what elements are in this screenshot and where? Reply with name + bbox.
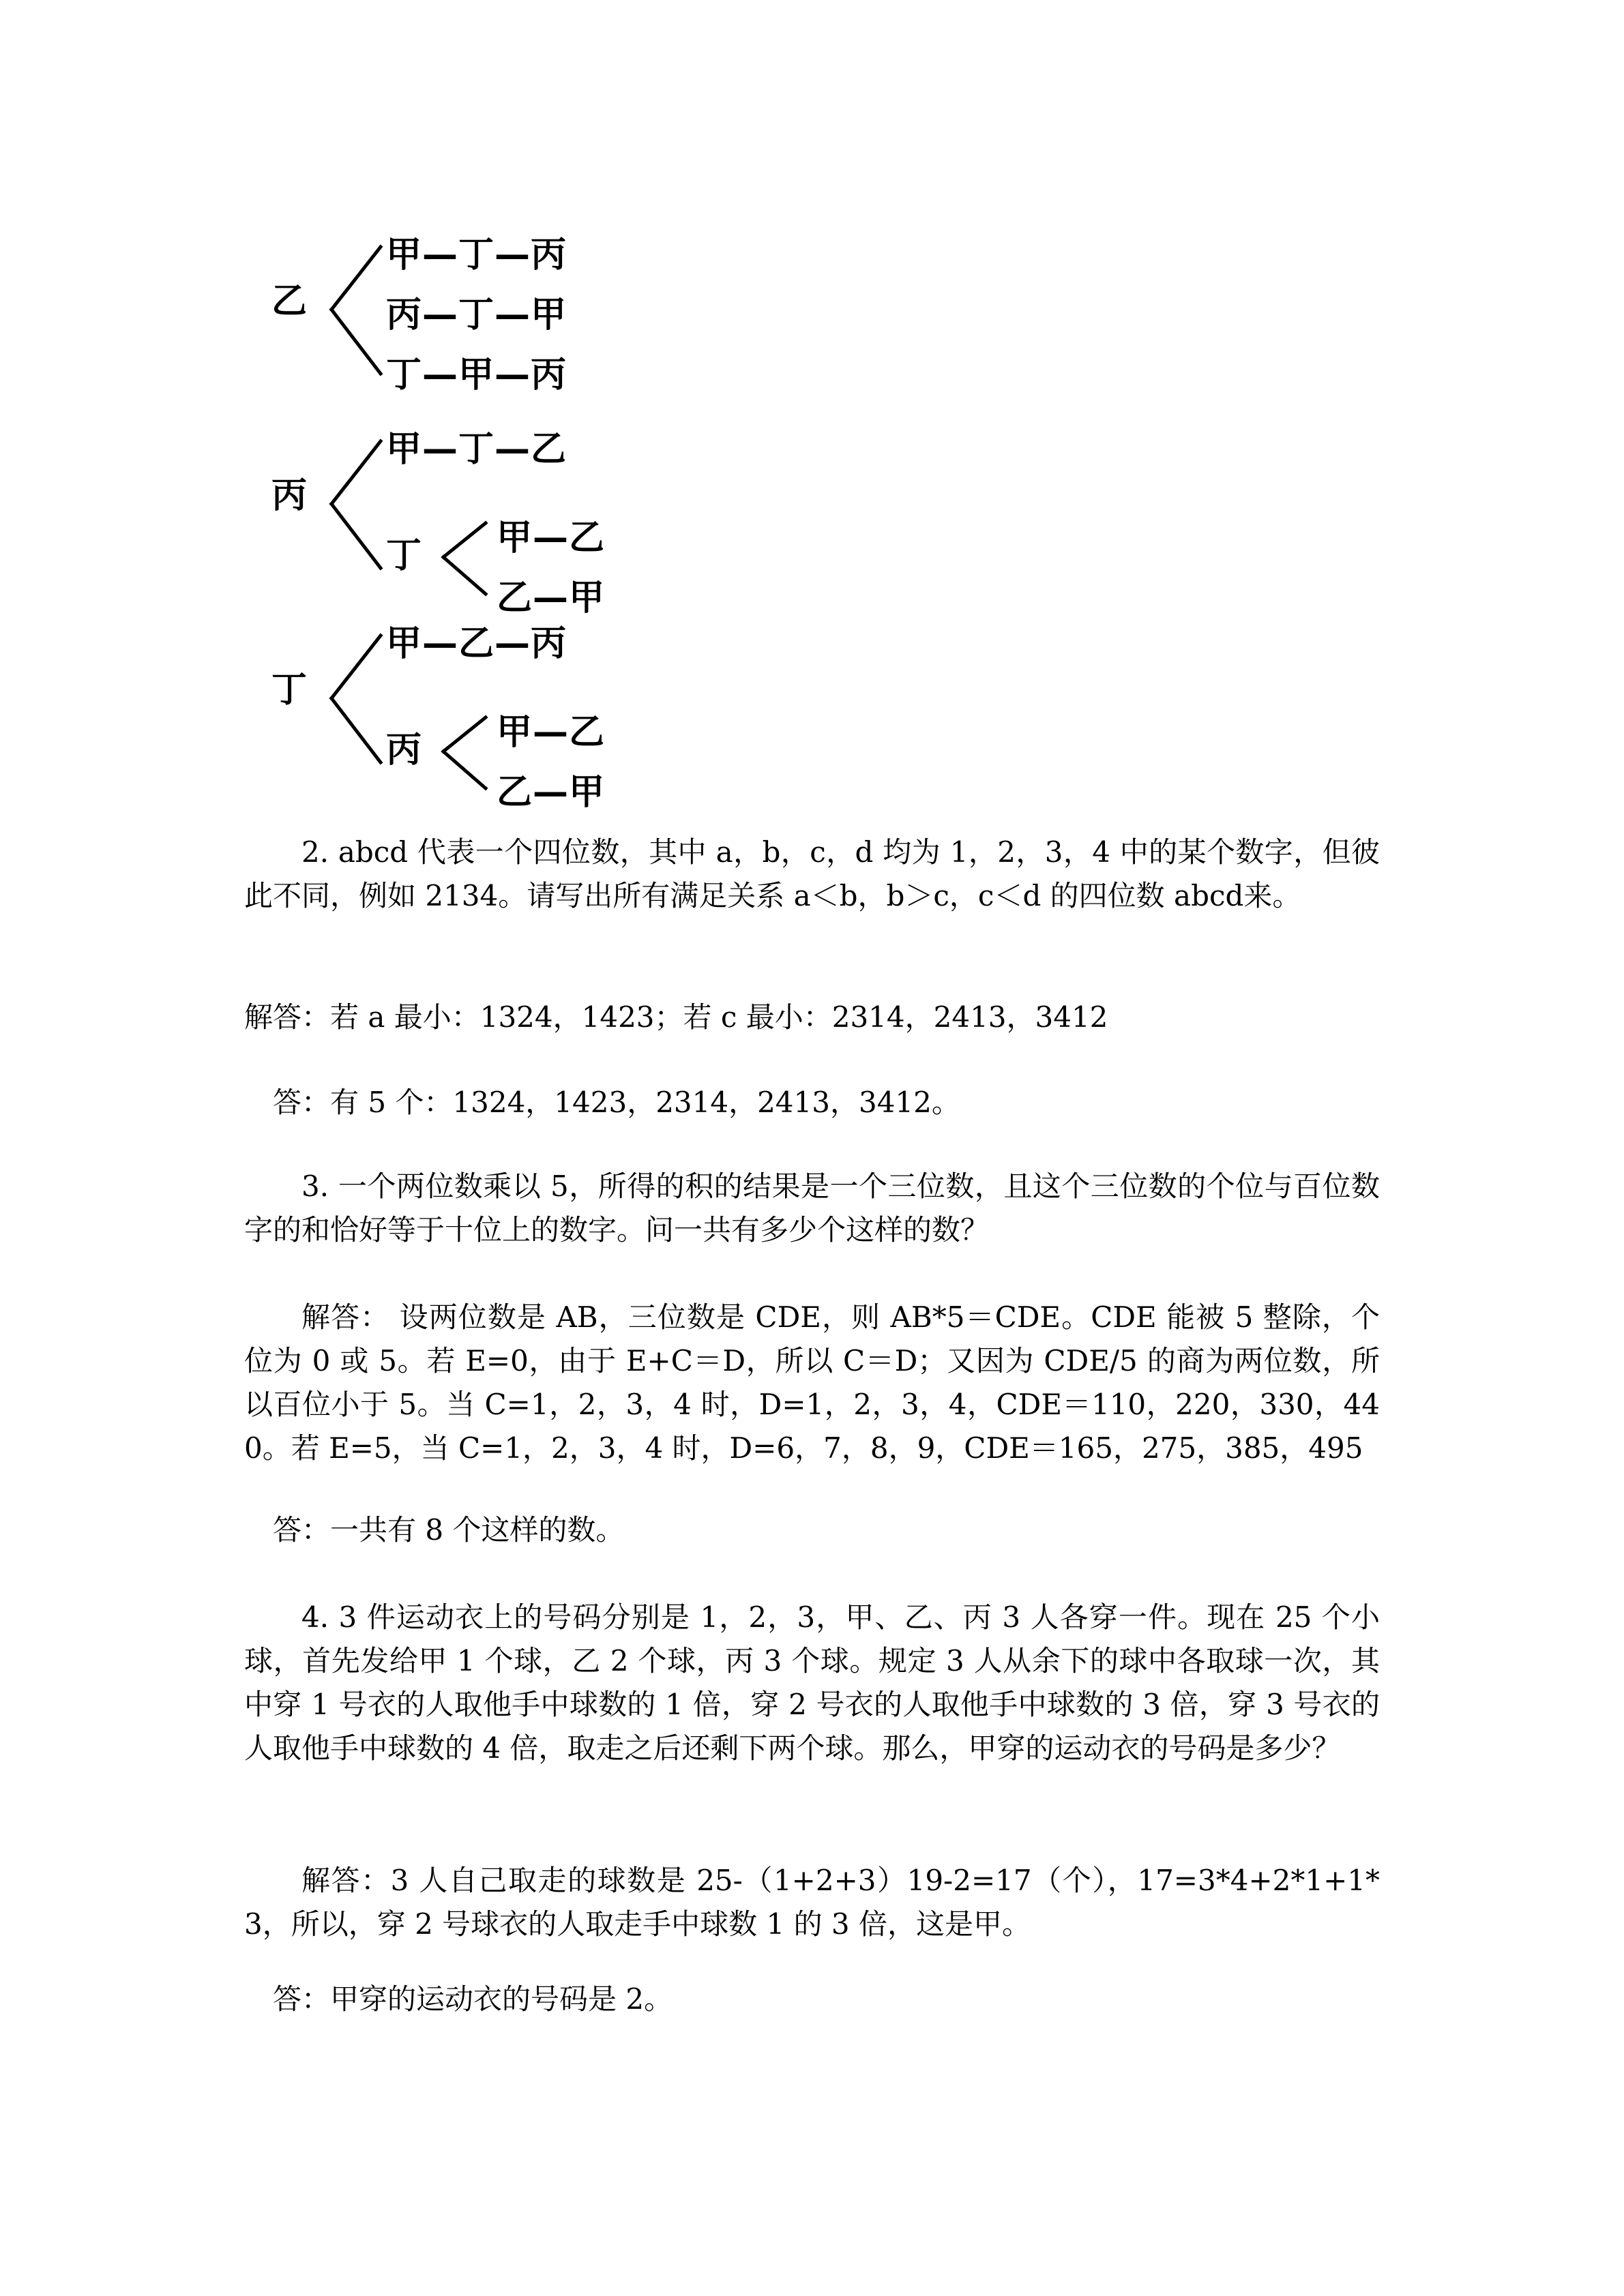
question-3-text: 3. 一个两位数乘以 5，所得的积的结果是一个三位数，且这个三位数的个位与百位数字的和恰好等于十位上的数字。问一共有多少个这样的数？	[244, 1169, 1380, 1247]
tree-dash-icon: —	[533, 578, 569, 618]
tree-subtree-brace-icon	[441, 715, 490, 796]
tree-node: 乙	[497, 772, 533, 813]
tree-node: 丁	[458, 235, 494, 275]
tree-dash-icon: —	[533, 772, 569, 813]
tree-node: 丙	[531, 235, 567, 275]
tree-branch-row	[386, 419, 566, 479]
tree-branch-rows	[386, 225, 566, 405]
tree-group-yi	[271, 225, 954, 416]
tree-dash-icon: —	[494, 623, 531, 664]
tree-brace-icon	[329, 244, 383, 381]
tree-branch-row	[497, 762, 604, 822]
tree-branch-row	[386, 345, 566, 405]
tree-node: 甲	[497, 712, 533, 753]
tree-subtree-root-label: 丁	[386, 535, 422, 576]
tree-branch-row	[497, 702, 604, 762]
tree-dash-icon: —	[494, 355, 531, 396]
answer-3-text: 答：一共有 8 个这样的数。	[273, 1513, 625, 1547]
tree-brace-icon	[329, 438, 383, 575]
solution-2-text: 解答：若 a 最小：1324，1423；若 c 最小：2314，2413，3412	[244, 1000, 1108, 1034]
question-2-text: 2. abcd 代表一个四位数，其中 a，b，c，d 均为 1，2，3，4 中的某个数字，但彼此不同，例如 2134。请写出所有满足关系 a＜b，b＞c，c＜d 的四位数 abcd来。	[244, 835, 1380, 912]
tree-node: 乙	[569, 712, 605, 753]
tree-node: 丙	[386, 295, 422, 336]
tree-dash-icon: —	[494, 429, 531, 470]
tree-node: 乙	[458, 623, 494, 664]
tree-dash-icon: —	[422, 623, 458, 664]
tree-root-label: 丁	[271, 670, 308, 711]
solution-3-text: 解答： 设两位数是 AB，三位数是 CDE，则 AB*5＝CDE。CDE 能被 5 整除，个位为 0 或 5。若 E=0，由于 E+C＝D，所以 C＝D；又因为 CDE/5 的商为两位数，所以百位小于 5。当 C=1，2，3，4 时，D=1，2，3，4，CDE＝110，220，330，440。若 E=5，当 C=1，2，3，4 时，D=6，7，8，9，CDE＝165，275，385，495	[244, 1300, 1380, 1465]
tree-node: 甲	[386, 235, 422, 275]
tree-node: 甲	[386, 623, 422, 664]
tree-node: 甲	[458, 355, 494, 396]
tree-node: 乙	[497, 578, 533, 618]
answer-4-text: 答：甲穿的运动衣的号码是 2。	[273, 1982, 673, 2016]
answer-2-text: 答：有 5 个：1324，1423，2314，2413，3412。	[273, 1086, 960, 1119]
tree-node: 甲	[386, 429, 422, 470]
tree-node: 丙	[531, 355, 567, 396]
tree-node: 丁	[386, 355, 422, 396]
tree-dash-icon: —	[422, 429, 458, 470]
tree-node: 丙	[531, 623, 567, 664]
tree-root-label: 丙	[271, 475, 308, 516]
tree-subtree-brace-icon	[441, 520, 490, 602]
tree-dash-icon: —	[533, 712, 569, 753]
tree-node: 甲	[531, 295, 567, 336]
question-4-text: 4. 3 件运动衣上的号码分别是 1，2，3，甲、乙、丙 3 人各穿一件。现在 25 个小球，首先发给甲 1 个球，乙 2 个球，丙 3 个球。规定 3 人从余下的球中各取球一次，其中穿 1 号衣的人取他手中球数的 1 倍，穿 2 号衣的人取他手中球数的 3 倍，穿 3 号衣的人取他手中球数的 4 倍，取走之后还剩下两个球。那么，甲穿的运动衣的号码是多少？	[244, 1600, 1380, 1765]
tree-subtree-root-label: 丙	[386, 730, 422, 771]
tree-node: 乙	[569, 518, 605, 558]
tree-branch-row	[386, 285, 566, 345]
tree-group-ding	[271, 614, 954, 813]
tree-dash-icon: —	[422, 355, 458, 396]
solution-4-text: 解答：3 人自己取走的球数是 25-（1+2+3）19-2=17（个），17=3*4+2*1+1*3，所以，穿 2 号球衣的人取走手中球数 1 的 3 倍，这是甲。	[244, 1864, 1380, 1941]
tree-group-bing	[271, 419, 954, 618]
tree-dash-icon: —	[422, 295, 458, 336]
tree-dash-icon: —	[533, 518, 569, 558]
tree-node: 甲	[569, 578, 605, 618]
tree-node: 丁	[458, 429, 494, 470]
tree-node: 丁	[458, 295, 494, 336]
tree-branch-row	[386, 225, 566, 285]
permutation-tree-figure	[244, 225, 1380, 832]
tree-node: 甲	[569, 772, 605, 813]
tree-branch-row	[497, 508, 604, 568]
tree-dash-icon: —	[494, 235, 531, 275]
tree-node: 乙	[531, 429, 567, 470]
tree-branch-rows	[386, 614, 566, 674]
tree-dash-icon: —	[494, 295, 531, 336]
tree-subtree-branch-rows	[497, 702, 604, 822]
tree-subtree-branch-rows	[497, 508, 604, 628]
tree-root-label: 乙	[271, 281, 308, 322]
tree-branch-rows	[386, 419, 566, 479]
tree-brace-icon	[329, 633, 383, 769]
tree-node: 甲	[497, 518, 533, 558]
tree-branch-row	[386, 614, 566, 674]
tree-dash-icon: —	[422, 235, 458, 275]
